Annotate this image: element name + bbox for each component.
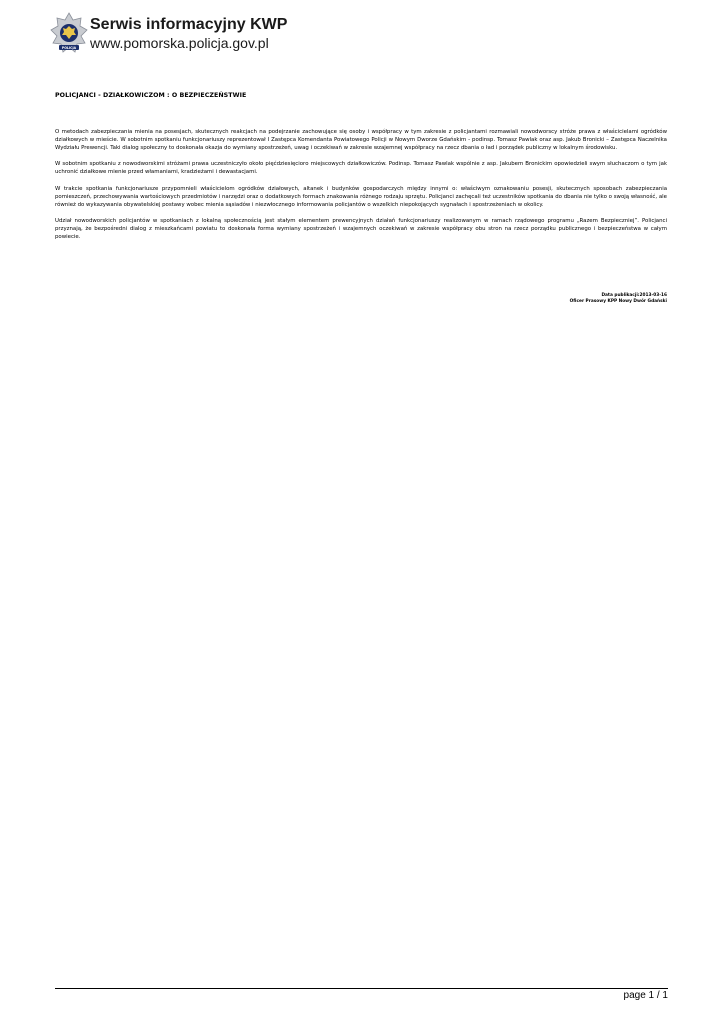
police-star-eagle-icon [50, 12, 88, 56]
article-paragraph-1: O metodach zabezpieczania mienia na posesjach, skutecznych reakcjach na podejrzanie zachowujące się osoby i współpracy w tym zakresie z policjantami rozmawiali nowodworscy stróże prawa z właścicielami ogródków działkowych w mieście. W sobotnim spotkaniu funkcjonariuszy reprezentował I Zastępca Komendanta Powiatowego Policji w Nowym Dworze Gdańskim - podinsp. Tomasz Pawlak oraz asp. Jakub Bronicki – Zastępca Naczelnika Wydziału Prewencji. Taki dialog społeczny to doskonała okazja do wymiany spostrzeżeń, uwag i oczekiwań w zakresie wzajemnej współpracy na rzecz dbania o ład i porządek publiczny w lokalnym środowisku. [55, 129, 667, 151]
article-title: POLICJANCI - DZIAŁKOWICZOM : O BEZPIECZEŃSTWIE [55, 92, 247, 99]
article-author: Oficer Prasowy KPP Nowy Dwór Gdański [569, 299, 667, 304]
page-number: page 1 / 1 [623, 990, 668, 1001]
article-paragraph-4: Udział nowodworskich policjantów w spotkaniach z lokalną społecznością jest stałym elementem prewencyjnych działań funkcjonariuszy realizowanym w ramach rządowego programu „Razem Bezpieczniej”. Policjanci przyznają, że bezpośredni dialog z mieszkańcami powiatu to doskonała forma wymiany spostrzeżeń i wzajemnych oczekiwań w zakresie współpracy obu stron na rzecz porządku publicznego i bezpieczeństwa w całym powiecie. [55, 218, 667, 240]
footer-divider [55, 988, 668, 989]
article [55, 92, 667, 251]
logo-label: POLICJA [61, 46, 77, 50]
article-paragraph-3: W trakcie spotkania funkcjonariusze przypomnieli właścicielom ogródków działowych, altanek i budynków gospodarczych między innymi o: właściwym oznakowaniu posesji, skutecznych sposobach zabezpieczania pomieszczeń, przechowywania wartościowych przedmiotów i narzędzi oraz o dodatkowych formach znakowania różnego rodzaju sprzętu. Policjanci zachęcali też uczestników spotkania do dbania nie tylko o swoją własność, ale również do wykazywania obywatelskiej postawy wobec mienia sąsiadów i niezwłocznego informowania policjantów o wszelkich niepokojących sygnałach i spostrzeżeniach w okolicy. [55, 185, 667, 208]
publication-date: Data publikacji:2013-03-16 [601, 293, 667, 298]
publication-info [570, 293, 667, 305]
article-paragraph-2: W sobotnim spotkaniu z nowodworskimi stróżami prawa uczestniczyło około pięćdziesięciorо miejscowych działkowiczów. Podinsp. Tomasz Pawlak wspólnie z asp. Jakubem Bronickim opowiedzieli swym słuchaczom o tym jak uchronić działkowe mienie przed włamaniami, kradzieżami i dewastacjami. [55, 161, 667, 176]
page-header [50, 12, 690, 56]
site-url: www.pomorska.policja.gov.pl [90, 35, 269, 51]
site-title: Serwis informacyjny KWP [90, 16, 288, 33]
